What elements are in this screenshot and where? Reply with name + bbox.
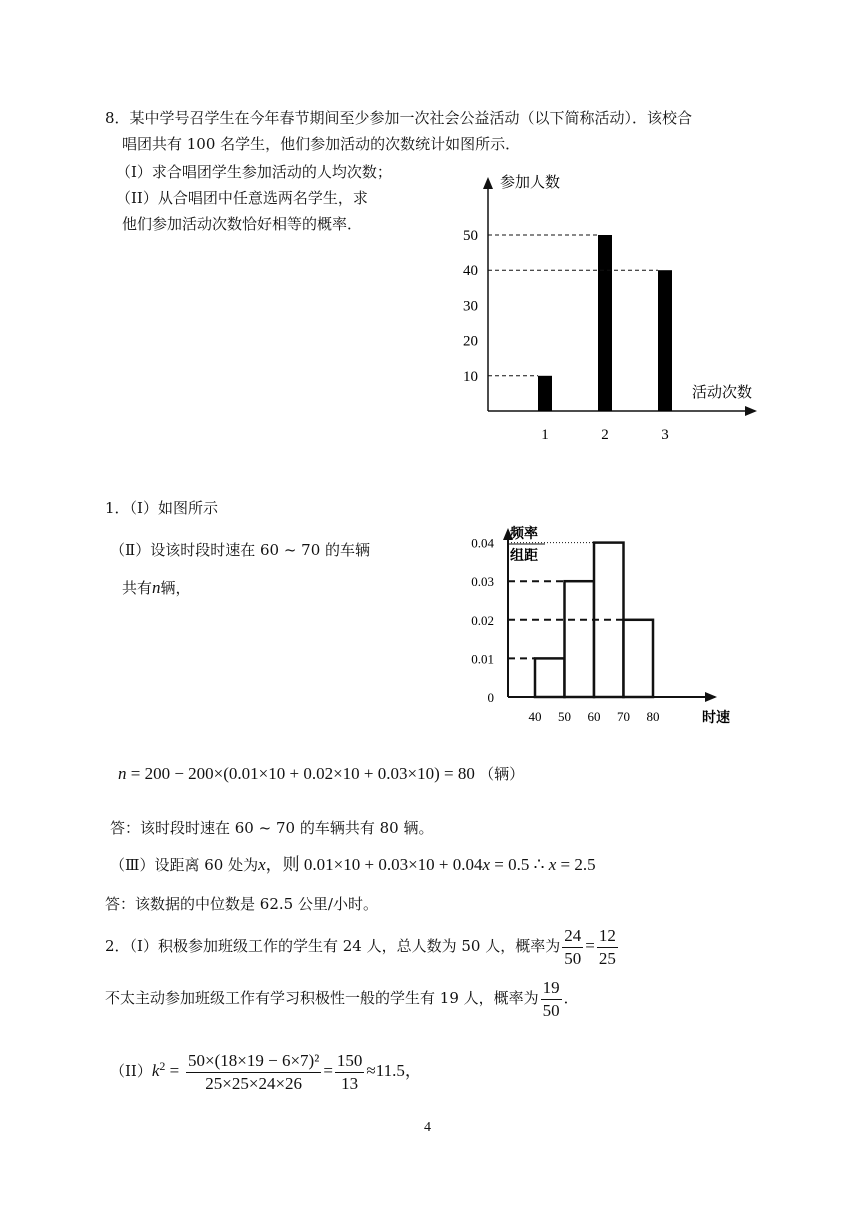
fraction-numerator: 150 [335, 1050, 365, 1073]
solution1-answer2: 答：该数据的中位数是 62.5 公里/小时。 [105, 895, 378, 913]
chart2-x-axis-label: 时速 [702, 710, 730, 726]
solution2-line2-pre: 不太主动参加班级工作有学习积极性一般的学生有 19 人，概率为 [105, 989, 539, 1007]
equation-n-body: = 200 − 200×(0.01×10 + 0.02×10 + 0.03×10) = 80 [126, 764, 475, 783]
k-superscript: 2 [159, 1059, 166, 1073]
chart1-y-axis-label: 参加人数 [500, 173, 561, 191]
fraction-numerator: 19 [541, 977, 562, 1000]
chart2-x-tick-label: 60 [587, 709, 601, 724]
chart1-y-tick-label: 40 [463, 263, 478, 280]
chart2-y-tick-label: 0.01 [471, 651, 494, 667]
solution1-line3 [122, 578, 191, 598]
fraction-19-50 [541, 977, 562, 1022]
fraction-denominator: 25×25×24×26 [205, 1073, 303, 1093]
equation-n-unit: （辆） [479, 765, 525, 783]
fraction-numerator: 24 [562, 925, 583, 948]
fraction-numerator: 50×(18×19 − 6×7)² [186, 1050, 321, 1073]
chart2-histogram-bar [565, 581, 595, 697]
chart1-y-tick-label: 20 [463, 333, 478, 350]
solution1-line1: 1．（Ⅰ）如图所示 [105, 499, 218, 517]
chart1-x-tick-label: 3 [661, 427, 669, 443]
problem8-line2: 唱团共有 100 名学生，他们参加活动的次数统计如图所示． [122, 135, 521, 153]
k-equals: = [165, 1061, 180, 1080]
chart1-y-axis-arrow [483, 177, 493, 189]
equals-sign: = [585, 936, 595, 955]
chart1-x-tick-label: 1 [541, 427, 549, 443]
approx-value: ≈11.5， [366, 1061, 422, 1080]
solution2-line3 [110, 1040, 422, 1097]
chart1-x-axis-arrow [745, 406, 757, 416]
part3-var-x2: x [482, 855, 491, 874]
part3-mid: ，则 0.01×10 + 0.03×10 + 0.04 [265, 855, 483, 874]
fraction-12-25 [597, 925, 618, 970]
chart2-x-tick-label: 50 [558, 709, 571, 724]
chart1-x-axis-label: 活动次数 [692, 383, 753, 401]
speed-histogram [450, 520, 750, 735]
chart2-x-tick-label: 40 [528, 709, 542, 724]
chart1-x-tick-label: 2 [601, 427, 609, 443]
fraction-denominator: 25 [598, 948, 616, 968]
part3-pre: （Ⅲ）设距离 60 处为 [110, 856, 259, 874]
solution2-line2-post: ． [563, 989, 579, 1007]
fraction-numerator: 12 [597, 925, 618, 948]
solution2-line1 [105, 922, 620, 970]
chart1-y-tick-label: 10 [463, 368, 478, 385]
page-number: 4 [424, 1120, 431, 1135]
chart2-y-tick-label: 0.04 [471, 535, 494, 551]
chart1-bar [598, 235, 612, 411]
part3-end: = 2.5 [556, 855, 596, 874]
problem8-question1: （I）求合唱团学生参加活动的人均次数； [116, 163, 392, 181]
chart2-y-tick-label: 0.03 [471, 574, 494, 590]
problem8-question2: （II）从合唱团中任意选两名学生，求 [116, 189, 368, 207]
solution1-line3-pre: 共有 [122, 579, 153, 597]
fraction-150-13 [335, 1050, 365, 1095]
solution1-line3-post: 辆， [160, 579, 191, 597]
part3-var-x: x [258, 855, 266, 874]
part3-var-x3: x [548, 855, 557, 874]
solution1-part3 [110, 855, 596, 875]
solution2-line3-pre: （II） [110, 1062, 152, 1080]
fraction-chi-square [186, 1050, 321, 1095]
equals-sign-2: = [323, 1061, 333, 1080]
solution1-var-n: n [152, 578, 161, 597]
chart2-y-tick-label: 0.02 [471, 612, 494, 628]
chart2-histogram-bar [535, 658, 565, 697]
problem8-line1: 8．某中学号召学生在今年春节期间至少参加一次社会公益活动（以下简称活动）．该校合 [105, 109, 693, 127]
chart2-x-axis-arrow [705, 692, 717, 702]
solution1-answer1: 答：该时段时速在 60 ~ 70 的车辆共有 80 辆。 [110, 819, 434, 837]
chart1-y-tick-label: 50 [463, 228, 478, 244]
equation-var-n: n [118, 764, 127, 783]
var-k: k [151, 1061, 160, 1080]
part3-post: = 0.5 ∴ [490, 855, 549, 874]
fraction-denominator: 50 [564, 948, 582, 968]
chart2-x-tick-label: 70 [617, 709, 630, 724]
chart2-y-label-numerator: 频率 [510, 526, 538, 542]
chart2-y-label-denominator: 组距 [510, 548, 538, 564]
solution1-line2: （Ⅱ）设该时段时速在 60 ~ 70 的车辆 [110, 541, 371, 559]
chart2-y-tick-label: 0 [487, 690, 494, 705]
fraction-denominator: 13 [341, 1073, 359, 1093]
solution1-equation-n [118, 764, 524, 784]
chart1-y-tick-label: 30 [463, 298, 478, 315]
problem8-question2-cont: 他们参加活动次数恰好相等的概率． [122, 215, 363, 233]
chart1-bar [538, 376, 552, 411]
chart1-bar [658, 270, 672, 411]
chart2-histogram-bar [624, 620, 654, 697]
solution2-line2 [105, 974, 579, 1022]
solution2-line1-pre: 2．（I）积极参加班级工作的学生有 24 人，总人数为 50 人，概率为 [105, 937, 561, 955]
chart2-x-tick-label: 80 [646, 709, 660, 724]
activity-bar-chart [430, 165, 790, 450]
fraction-24-50 [562, 925, 583, 970]
fraction-denominator: 50 [542, 1000, 560, 1020]
